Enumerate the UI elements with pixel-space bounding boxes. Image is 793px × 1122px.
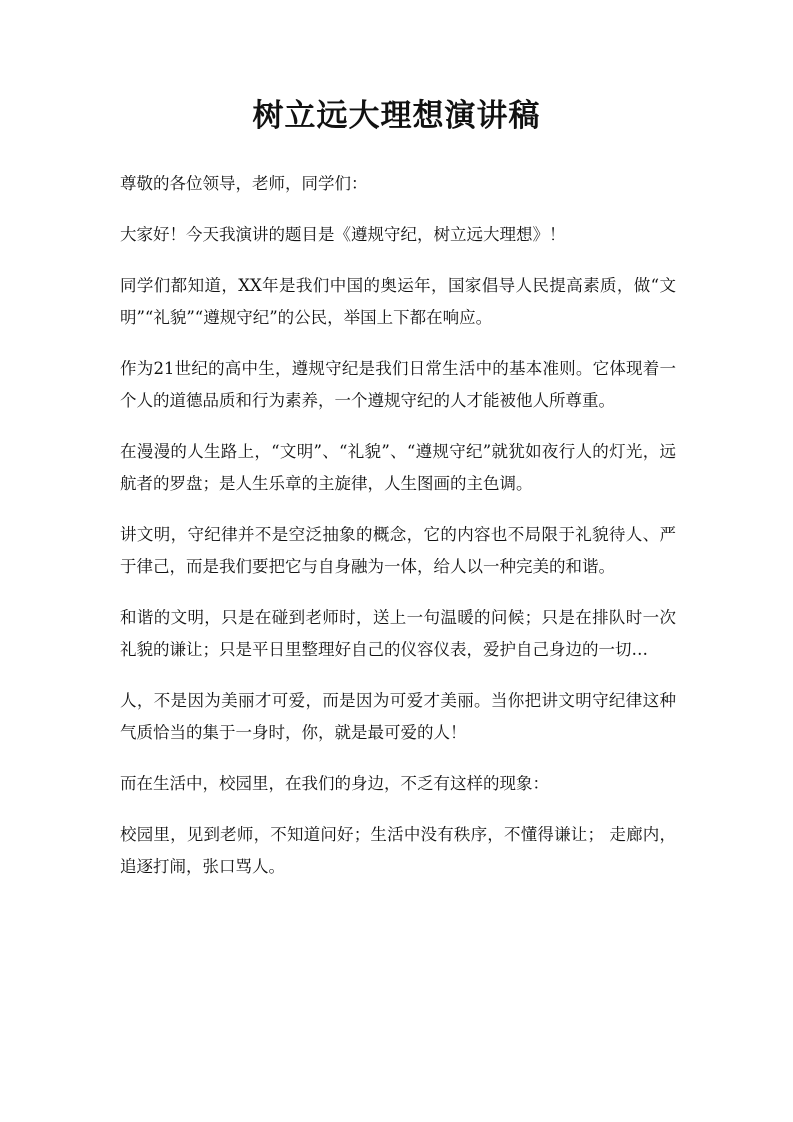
document-title: 树立远大理想演讲稿 xyxy=(252,98,541,134)
paragraph: 而在生活中，校园里，在我们的身边，不乏有这样的现象： xyxy=(120,774,549,793)
paragraph: 人，不是因为美丽才可爱，而是因为可爱才美丽。当你把讲文明守纪律这种气质恰当的集于一身时，你，就是最可爱的人！ xyxy=(120,691,676,742)
paragraph: 同学们都知道，XX年是我们中国的奥运年，国家倡导人民提高素质，做“文明”“礼貌”“遵规守纪”的公民，举国上下都在响应。 xyxy=(120,276,676,327)
document-body xyxy=(120,168,676,902)
paragraph: 讲文明，守纪律并不是空泛抽象的概念，它的内容也不局限于礼貌待人、严于律己，而是我们要把它与自身融为一体，给人以一种完美的和谐。 xyxy=(120,525,676,576)
paragraph-opening: 大家好！今天我演讲的题目是《遵规守纪，树立远大理想》！ xyxy=(120,225,566,244)
paragraph-greeting: 尊敬的各位领导，老师，同学们： xyxy=(120,174,368,193)
paragraph: 和谐的文明，只是在碰到老师时，送上一句温暖的问候；只是在排队时一次礼貌的谦让；只是平日里整理好自己的仪容仪表，爱护自己身边的一切… xyxy=(120,608,676,659)
paragraph: 校园里，见到老师，不知道问好；生活中没有秩序，不懂得谦让； 走廊内，追逐打闹，张口骂人。 xyxy=(120,825,676,876)
paragraph: 在漫漫的人生路上，“文明”、“礼貌”、“遵规守纪”就犹如夜行人的灯光，远航者的罗盘；是人生乐章的主旋律，人生图画的主色调。 xyxy=(120,442,676,493)
paragraph: 作为21世纪的高中生，遵规守纪是我们日常生活中的基本准则。它体现着一个人的道德品质和行为素养，一个遵规守纪的人才能被他人所尊重。 xyxy=(120,359,676,410)
